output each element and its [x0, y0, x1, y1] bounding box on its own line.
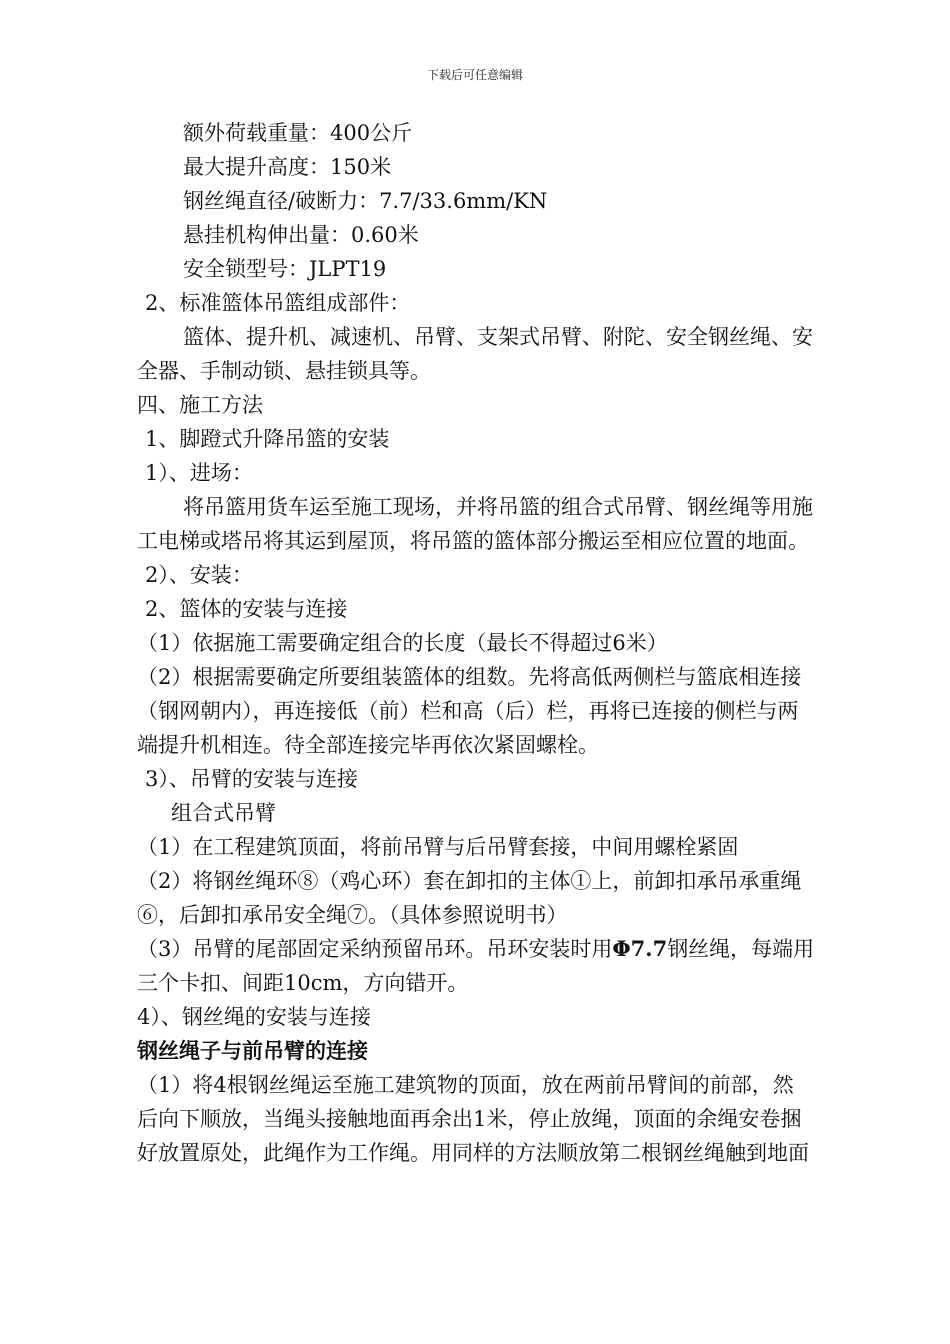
paragraph-line: 篮体、提升机、减速机、吊臂、支架式吊臂、附陀、安全钢丝绳、安	[183, 325, 813, 349]
chapter-heading: 四、施工方法	[137, 393, 263, 417]
bold-heading: 钢丝绳子与前吊臂的连接	[137, 1038, 368, 1063]
paragraph-line: 端提升机相连。待全部连接完毕再依次紧固螺栓。	[137, 733, 599, 757]
spec-line: 钢丝绳直径/破断力：7.7/33.6mm/KN	[183, 189, 548, 213]
subsection-heading: 组合式吊臂	[171, 801, 276, 825]
text-span: 钢丝绳，每端用	[667, 937, 815, 961]
paragraph-line: 全器、手制动锁、悬挂锁具等。	[137, 359, 431, 383]
subsection-heading: 1）、进场：	[145, 461, 253, 485]
spec-line: 最大提升高度：150米	[183, 155, 392, 179]
paragraph-line: ⑥，后卸扣承吊安全绳⑦。（具体参照说明书）	[137, 903, 568, 927]
section-heading: 2、篮体的安装与连接	[145, 597, 348, 621]
paragraph-line: （1）将4根钢丝绳运至施工建筑物的顶面，放在两前吊臂间的前部，然	[137, 1073, 794, 1097]
bold-spec: Φ7.7	[612, 936, 668, 961]
paragraph-line	[137, 932, 861, 966]
spec-line: 悬挂机构伸出量：0.60米	[183, 223, 419, 247]
paragraph-line: 后向下顺放，当绳头接触地面再余出1米，停止放绳，顶面的余绳安卷捆	[137, 1107, 802, 1131]
subsection-heading: 2）、安装：	[145, 563, 253, 587]
paragraph-line: 好放置原处，此绳作为工作绳。用同样的方法顺放第二根钢丝绳触到地面	[137, 1141, 809, 1165]
paragraph-line: （2）根据需要确定所要组装篮体的组数。先将高低两侧栏与篮底相连接	[137, 665, 802, 689]
paragraph-line: （1）在工程建筑顶面，将前吊臂与后吊臂套接，中间用螺栓紧固	[137, 835, 739, 859]
paragraph-line: （2）将钢丝绳环⑧（鸡心环）套在卸扣的主体①上，前卸扣承吊承重绳	[137, 869, 802, 893]
section-heading: 1、脚蹬式升降吊篮的安装	[145, 427, 390, 451]
paragraph-line: 将吊篮用货车运至施工现场，并将吊篮的组合式吊臂、钢丝绳等用施	[183, 495, 813, 519]
paragraph-line: 三个卡扣、间距10cm，方向错开。	[137, 971, 469, 995]
spec-line: 额外荷载重量：400公斤	[183, 121, 413, 145]
subsection-heading: 4）、钢丝绳的安装与连接	[137, 1005, 371, 1029]
paragraph-line: 工电梯或塔吊将其运到屋顶，将吊篮的篮体部分搬运至相应位置的地面。	[137, 529, 809, 553]
subsection-heading: 3）、吊臂的安装与连接	[145, 767, 358, 791]
document-body	[137, 116, 861, 1170]
text-span: （3）吊臂的尾部固定采纳预留吊环。吊环安装时用	[137, 937, 613, 961]
spec-line: 安全锁型号：JLPT19	[183, 257, 387, 281]
paragraph-line: （1）依据施工需要确定组合的长度（最长不得超过6米）	[137, 631, 668, 655]
page-header: 下载后可任意编辑	[426, 68, 523, 82]
section-heading: 2、标准篮体吊篮组成部件：	[145, 291, 411, 315]
paragraph-line: （钢网朝内），再连接低（前）栏和高（后）栏，再将已连接的侧栏与两	[137, 699, 799, 723]
